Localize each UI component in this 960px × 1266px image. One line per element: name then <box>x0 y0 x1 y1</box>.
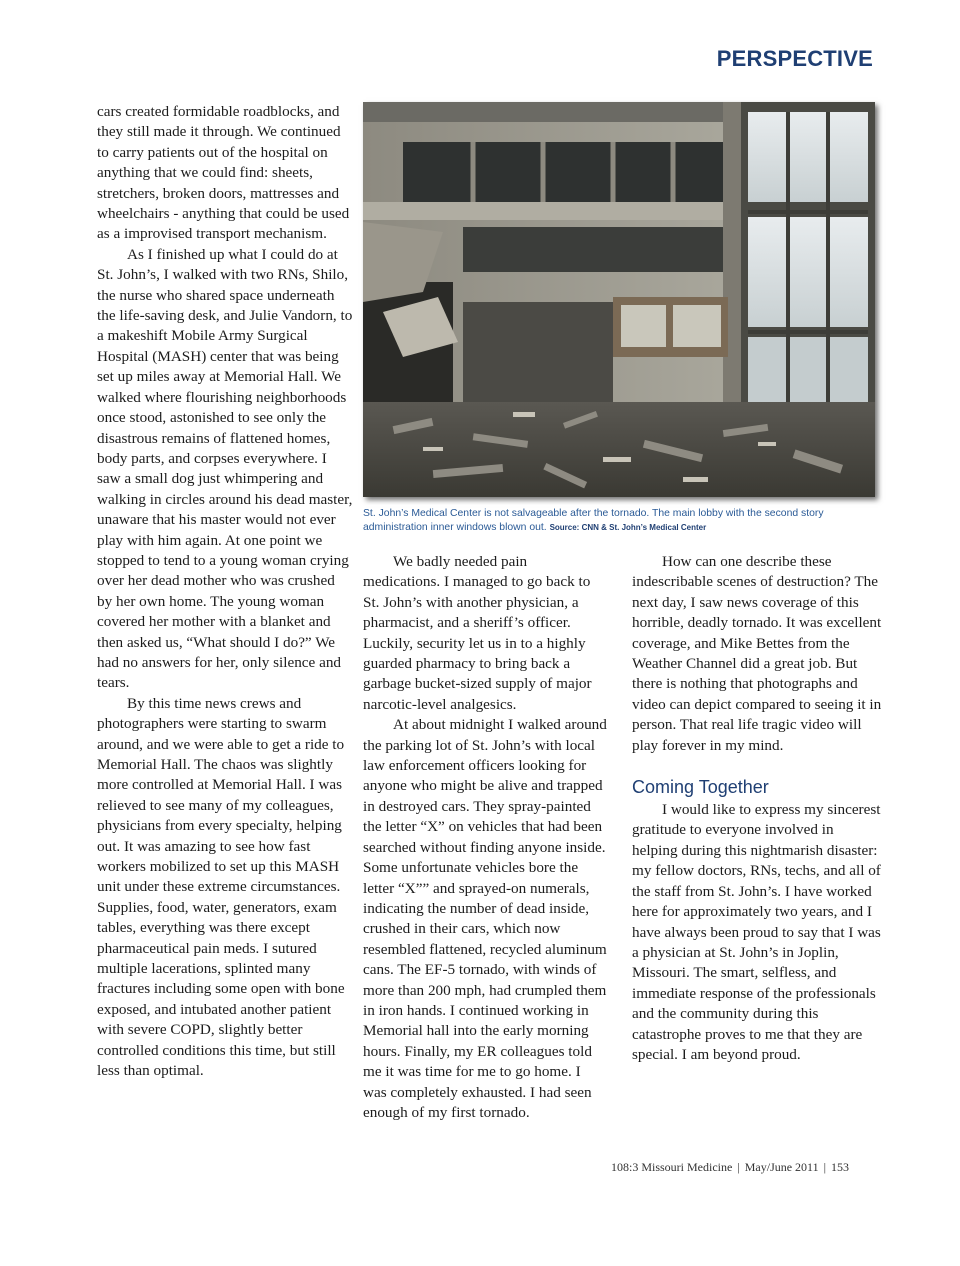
caption-text: St. John’s Medical Center is not salvageable after the tornado. The main lobby with the second story administration inner windows blown out. <box>363 508 824 533</box>
article-column-1 <box>97 102 353 1082</box>
paragraph: We badly needed pain medications. I managed to go back to St. John’s with another physician, a pharmacist, and a sheriff’s officer. Luckily, security let us in to a highly guarded pharmacy to bring back a garbage bucket-sized supply of major narcotic-level analgesics. <box>363 553 592 713</box>
paragraph: cars created formidable roadblocks, and they still made it through. We continued to carry patients out of the hospital on anything that we could find: sheets, stretchers, broken doors, mattresses and wheelchairs - anything that could be used as a improvised transport mechanism. <box>97 103 350 243</box>
journal-name: 108:3 Missouri Medicine <box>611 1160 733 1174</box>
section-label: PERSPECTIVE <box>716 46 873 71</box>
paragraph: How can one describe these indescribable scenes of destruction? The next day, I saw news coverage of this horrible, deadly tornado. It was excellent coverage, and Mike Bettes from the Weather Channel did a great job. But there is nothing that photographs and video can depict compared to seeing it in person. That real life tragic video will play forever in my mind. <box>632 553 882 754</box>
paragraph: As I finished up what I could do at St. John’s, I walked with two RNs, Shilo, the nurse who shared space underneath the life-saving desk, and Julie Vandorn, to a makeshift Mobile Army Surgical Hospital (MASH) center that was being set up miles away at Memorial Hall. We walked where flourishing neighborhoods once stood, astonished to see only the disastrous remains of flattened homes, body parts, and corpses everywhere. I saw a small dog just whimpering and walking in circles around his dead master, unaware that his master would not ever play with him again. At one point we stopped to tend to a young woman crying over her dead mother who was crushed by her own home. The young woman covered her mother with a blanket and then asked us, “What should I do?” We had no answers for her, only silence and tears. <box>97 245 353 692</box>
caption-source: Source: CNN & St. John’s Medical Center <box>549 522 707 532</box>
subheading: Coming Together <box>632 777 769 798</box>
paragraph: At about midnight I walked around the parking lot of St. John’s with local law enforcement officers looking for anyone who might be alive and trapped in destroyed cars. They spray-painted the letter “X” on vehicles that had been searched without finding anyone inside. Some unfortunate vehicles bore the letter “X”” and sprayed-on numerals, indicating the number of dead inside, crushed in their cars, which now resembled flattened, recycled aluminum cans. The EF-5 tornado, with winds of more than 200 mph, had crumpled them in iron hands. I continued working in Memorial hall into the early morning hours. Finally, my ER colleagues told me it was time for me to go home. I was completely exhausted. I had seen enough of my first tornado. <box>363 716 607 1121</box>
photo-caption <box>363 507 873 534</box>
issue-date: May/June 2011 <box>744 1160 819 1174</box>
paragraph: I would like to express my sincerest gratitude to everyone involved in helping during this nightmarish disaster: my fellow doctors, RNs, techs, and all of the staff from St. John’s. I have worked here for approximately two years, and I have always been proud to say that I was a physician at St. John’s in Joplin, Missouri. The smart, selfless, and immediate response of the professionals and the community during this catastrophe proves to me that they are special. I am beyond proud. <box>632 801 881 1063</box>
article-column-3 <box>632 552 882 1065</box>
page-number: 153 <box>831 1160 850 1174</box>
article-column-2 <box>363 552 608 1123</box>
page-footer: 108:3 Missouri Medicine | May/June 2011 | 153 <box>611 1160 850 1174</box>
paragraph: By this time news crews and photographers were starting to swarm around, and we were able to get a ride to Memorial Hall. The chaos was slightly more controlled at Memorial Hall. I was relieved to see many of my colleagues, physicians from every specialty, helping out. It was amazing to see how fast workers mobilized to set up this MASH unit under these extreme circumstances. Supplies, food, water, generators, exam tables, everything was there except pharmaceutical pain meds. I sutured multiple lacerations, splinted many fractures including some open with bone exposed, and intubated another patient with severe COPD, slightly better controlled conditions this time, but still less than optimal. <box>97 694 345 1080</box>
tornado-damage-photo <box>363 102 875 497</box>
